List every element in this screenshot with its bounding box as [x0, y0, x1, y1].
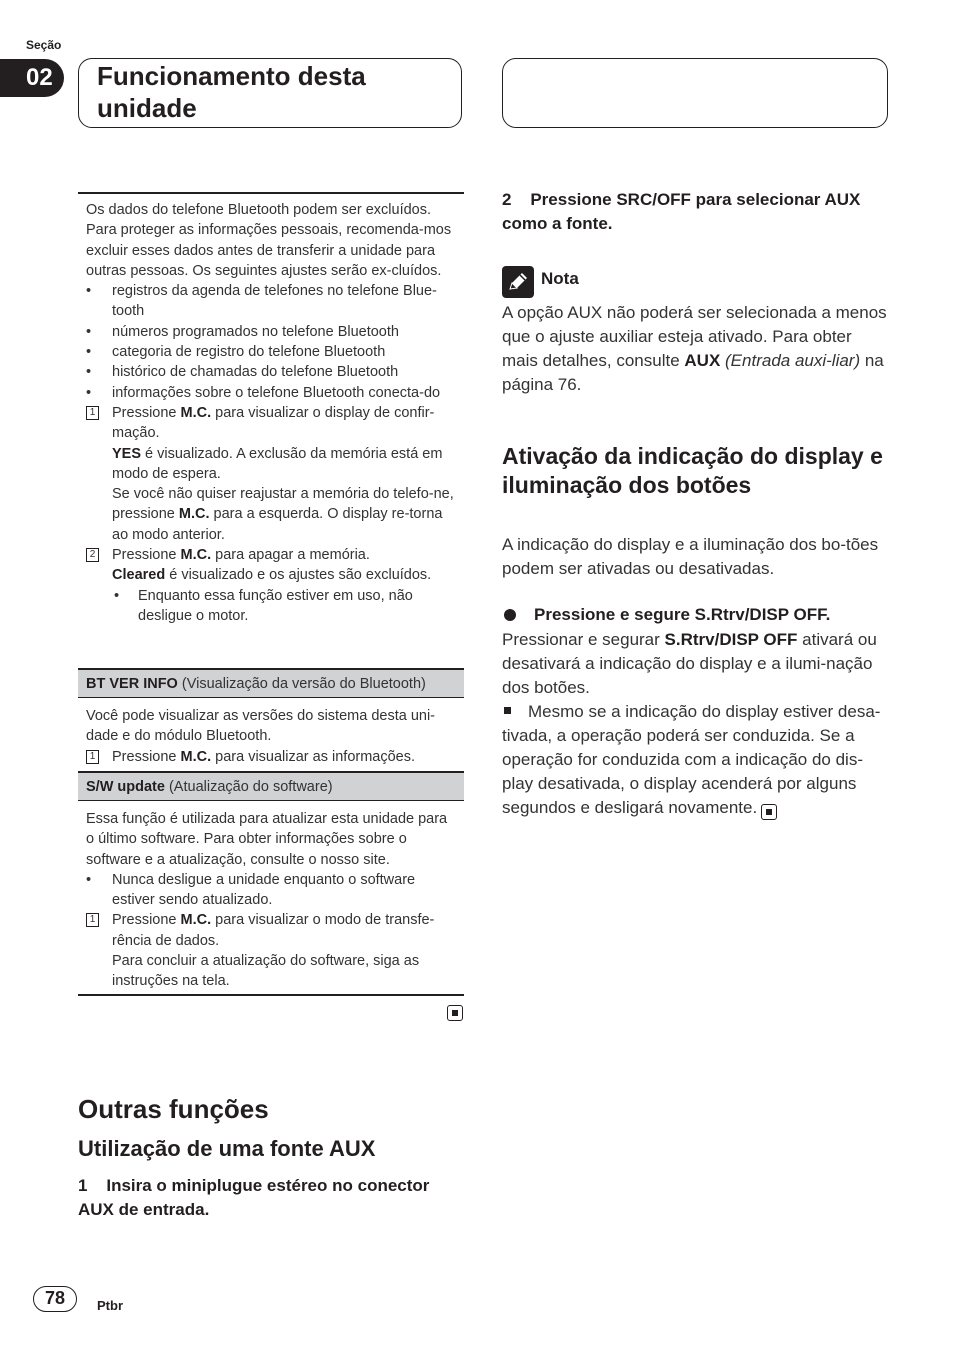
sw-step-1: 1 Pressione M.C. para visualizar o modo de transfe-rência de dados. [86, 910, 458, 951]
bottom-rule [78, 994, 464, 996]
remark-text: Mesmo se a indicação do display estiver desa-tivada, a operação poderá ser conduzida. Se a operação for conduzida com a indicação do dis-play desativada, o display acenderá por alguns segundos e desligará novamente. [502, 700, 890, 820]
ativacao-heading: Ativação da indicação do display e iluminação dos botões [502, 443, 883, 498]
top-rule [78, 192, 464, 194]
step-number: 1 [86, 913, 99, 927]
step-1-yes: YES é visualizado. A exclusão da memória está em modo de espera. [112, 445, 443, 482]
note-text: A opção AUX não poderá ser selecionada a menos que o ajuste auxiliar esteja ativado. Para obter mais detalhes, consulte AUX (Entrada auxi-liar) na página 76. [502, 303, 887, 394]
step-number: 1 [86, 750, 99, 764]
page-number: 78 [33, 1286, 77, 1312]
list-item: • informações sobre o telefone Bluetooth conecta-do [86, 383, 458, 403]
press-step: Pressione e segure S.Rtrv/DISP OFF. [534, 605, 831, 624]
list-item: • categoria de registro do telefone Bluetooth [86, 342, 458, 362]
step-number: 2 [86, 548, 99, 562]
section-number-badge: 02 [0, 59, 64, 97]
outras-funcoes-heading: Outras funções [78, 1094, 269, 1124]
sw-update-block: Essa função é utilizada para atualizar esta unidade para o último software. Para obter informações sobre o software e a atualização, consulte o nosso site. • Nunca desligue a unidade enquanto o software estiver sendo atualizado. 1 Pressione M.C. para visualizar o modo de transfe-rência de dados. Para concluir a atualização do software, siga as instruções na tela. [86, 809, 458, 992]
aux-step-1: 1 Insira o miniplugue estéreo no conector AUX de entrada. [78, 1176, 434, 1219]
bt-ver-step-1: 1 Pressione M.C. para visualizar as informações. [86, 747, 458, 767]
bullet-dot-icon [504, 609, 516, 621]
list-item: • registros da agenda de telefones no telefone Blue-tooth [86, 281, 458, 322]
bt-ver-info-bar: BT VER INFO (Visualização da versão do Bluetooth) [78, 668, 464, 698]
delete-data-block [86, 200, 458, 626]
list-item: • números programados no telefone Bluetooth [86, 322, 458, 342]
end-mark-icon [761, 804, 777, 820]
step-2: 2 Pressione M.C. para apagar a memória. [86, 545, 458, 565]
list-item: • Nunca desligue a unidade enquanto o software estiver sendo atualizado. [86, 870, 458, 911]
empty-title-frame [502, 58, 888, 128]
step-1: 1 Pressione M.C. para visualizar o display de confir-mação. [86, 403, 458, 444]
aux-heading: Utilização de uma fonte AUX [78, 1136, 376, 1161]
note-label: Nota [541, 269, 579, 288]
step-2-note: • Enquanto essa função estiver em uso, não desligue o motor. [86, 586, 458, 627]
aux-step-2: 2 Pressione SRC/OFF para selecionar AUX como a fonte. [502, 190, 866, 233]
step-number: 1 [86, 406, 99, 420]
step-2-cleared: Cleared é visualizado e os ajustes são excluídos. [112, 567, 432, 584]
section-label: Seção [26, 38, 62, 52]
language-code: Ptbr [97, 1298, 123, 1313]
page-title: Funcionamento desta unidade [97, 61, 366, 123]
bt-ver-block: Você pode visualizar as versões do sistema desta uni-dade e do módulo Bluetooth. 1 Pressione M.C. para visualizar as informações. [86, 706, 458, 767]
step-1-if: Se você não quiser reajustar a memória do telefo-ne, pressione M.C. para a esquerda. O display re-torna ao modo anterior. [112, 486, 454, 543]
press-text: Pressionar e segurar S.Rtrv/DISP OFF ativará ou desativará a indicação do display e a ilumi-nação dos botões. [502, 630, 877, 697]
ativacao-text: A indicação do display e a iluminação dos bo-tões podem ser ativadas ou desativadas. [502, 535, 879, 578]
end-mark-icon [447, 1005, 463, 1021]
sw-update-bar: S/W update (Atualização do software) [78, 771, 464, 801]
note-pencil-icon [502, 266, 534, 298]
list-item: • histórico de chamadas do telefone Bluetooth [86, 362, 458, 382]
intro-text: Os dados do telefone Bluetooth podem ser excluídos. Para proteger as informações pessoais, recomenda-mos excluir esses dados antes de transferir a unidade para outras pessoas. Os seguintes ajustes serão ex-cluídos. [86, 202, 452, 279]
